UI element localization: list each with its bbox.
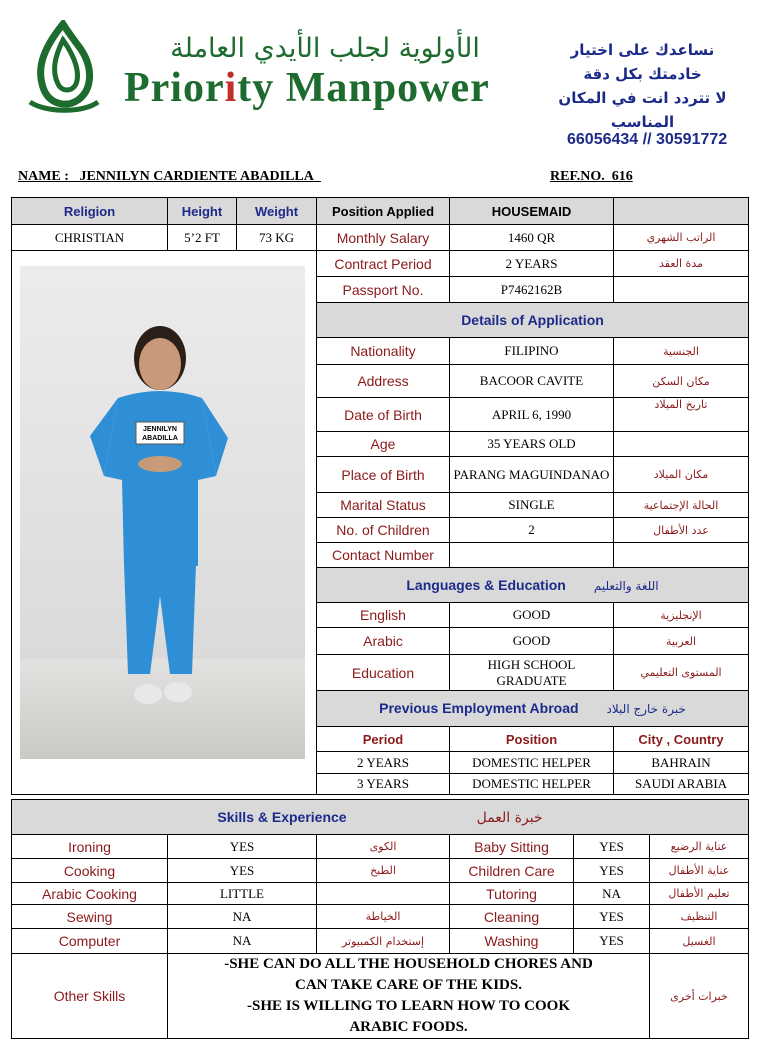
arabic-arabic: العربية [614,628,749,655]
employment-period-1: 2 YEARS [317,752,450,774]
skill-washing-value: YES [574,929,650,954]
languages-title-row [317,568,749,603]
age-label: Age [317,432,450,457]
nationality-arabic: الجنسية [614,338,749,365]
employment-period-2: 3 YEARS [317,774,450,795]
skill-tutoring-label: Tutoring [450,883,574,905]
skill-computer-label: Computer [12,929,168,954]
height-value: 5’2 FT [168,225,237,251]
address-label: Address [317,365,450,398]
skill-washing-arabic: الغسيل [650,929,749,954]
weight-value: 73 KG [237,225,317,251]
photo-cell [12,251,317,795]
nationality-label: Nationality [317,338,450,365]
employment-country-1: BAHRAIN [614,752,749,774]
arabic-label: Arabic [317,628,450,655]
dob-arabic: تاريخ الميلاد [614,398,749,432]
skill-childcare-label: Children Care [450,859,574,883]
other-skills-arabic: خبرات أخرى [650,954,749,1039]
height-header: Height [168,198,237,225]
applicant-name: NAME : JENNILYN CARDIENTE ABADILLA [18,169,314,184]
application-table [11,197,749,795]
children-value: 2 [450,518,614,543]
education-label: Education [317,655,450,691]
skills-title: Skills & Experience [217,808,347,825]
period-header: Period [317,727,450,752]
brand-arabic-name: الأولوية لجلب الأيدي العاملة [170,33,480,64]
religion-header: Religion [12,198,168,225]
skill-washing-label: Washing [450,929,574,954]
skill-childcare-value: YES [574,859,650,883]
employment-position-2: DOMESTIC HELPER [450,774,614,795]
passport-label: Passport No. [317,277,450,303]
details-title: Details of Application [317,303,749,338]
nationality-value: FILIPINO [450,338,614,365]
birthplace-label: Place of Birth [317,457,450,493]
religion-value: CHRISTIAN [12,225,168,251]
skill-ironing-value: YES [168,835,317,859]
dob-label: Date of Birth [317,398,450,432]
children-label: No. of Children [317,518,450,543]
employment-title: Previous Employment Abroad [379,700,579,716]
skill-cleaning-arabic: التنظيف [650,905,749,929]
birthplace-arabic: مكان الميلاد [614,457,749,493]
skills-title-arabic: خبرة العمل [476,809,543,826]
marital-arabic: الحالة الإجتماعية [614,493,749,518]
applicant-photo [20,266,305,759]
skill-tutoring-value: NA [574,883,650,905]
contract-arabic: مدة العقد [614,251,749,277]
skill-babysitting-value: YES [574,835,650,859]
passport-arabic [614,277,749,303]
salary-value: 1460 QR [450,225,614,251]
weight-header: Weight [237,198,317,225]
skill-tutoring-arabic: تعليم الأطفال [650,883,749,905]
contract-value: 2 YEARS [450,251,614,277]
skills-table [11,799,749,1039]
position-header: Position [450,727,614,752]
address-value: BACOOR CAVITE [450,365,614,398]
person-figure-icon [20,266,305,759]
position-applied-value: HOUSEMAID [450,198,614,225]
education-value: HIGH SCHOOL GRADUATE [450,655,614,691]
skills-title-row [12,800,749,835]
passport-value: P7462162B [450,277,614,303]
skill-computer-value: NA [168,929,317,954]
salary-arabic: الراتب الشهري [614,225,749,251]
skill-cooking-label: Cooking [12,859,168,883]
skill-cooking-value: YES [168,859,317,883]
skill-cleaning-value: YES [574,905,650,929]
employment-title-arabic: خبرة خارج البلاد [606,702,686,716]
contact-label: Contact Number [317,543,450,568]
brand-english-name: Priority Manpower [124,65,490,111]
badge-line2: ABADILLA [142,435,178,442]
languages-title-arabic: اللغة والتعليم [593,578,659,593]
contract-label: Contract Period [317,251,450,277]
reference-number: REF.NO. 616 [550,169,633,184]
badge-line1: JENNILYN [143,426,177,433]
salary-label: Monthly Salary [317,225,450,251]
skill-babysitting-arabic: عناية الرضيع [650,835,749,859]
skill-babysitting-label: Baby Sitting [450,835,574,859]
priority-logo-icon [22,20,104,116]
birthplace-value: PARANG MAGUINDANAO [450,457,614,493]
skill-computer-arabic: إستخدام الكمبيوتر [317,929,450,954]
english-arabic: الإنجليزية [614,603,749,628]
skill-cooking-arabic: الطبخ [317,859,450,883]
dob-value: APRIL 6, 1990 [450,398,614,432]
skill-cleaning-label: Cleaning [450,905,574,929]
skill-ironing-label: Ironing [12,835,168,859]
other-skills-label: Other Skills [12,954,168,1039]
position-applied-label: Position Applied [317,198,450,225]
contact-arabic [614,543,749,568]
english-label: English [317,603,450,628]
skill-arabic-cooking-value: LITTLE [168,883,317,905]
marital-value: SINGLE [450,493,614,518]
skill-sewing-arabic: الخياطة [317,905,450,929]
children-arabic: عدد الأطفال [614,518,749,543]
employment-position-1: DOMESTIC HELPER [450,752,614,774]
country-header: City , Country [614,727,749,752]
skill-arabic-cooking-label: Arabic Cooking [12,883,168,905]
skill-sewing-value: NA [168,905,317,929]
slogan: نساعدك على اختيار خادمتك بكل دقة لا تتردد انت في المكان المناسب [558,41,727,131]
phone-numbers: 66056434 // 30591772 [567,131,728,148]
employment-country-2: SAUDI ARABIA [614,774,749,795]
address-arabic: مكان السكن [614,365,749,398]
other-skills-text: -SHE CAN DO ALL THE HOUSEHOLD CHORES AND CAN TAKE CARE OF THE KIDS. -SHE IS WILLING TO LEARN HOW TO COOK ARABIC FOODS. [168,954,650,1039]
skill-sewing-label: Sewing [12,905,168,929]
marital-label: Marital Status [317,493,450,518]
skill-childcare-arabic: عناية الأطفال [650,859,749,883]
skill-ironing-arabic: الكوى [317,835,450,859]
education-arabic: المستوى التعليمي [614,655,749,691]
english-value: GOOD [450,603,614,628]
skill-arabic-cooking-arabic [317,883,450,905]
age-arabic [614,432,749,457]
languages-title: Languages & Education [406,576,566,593]
age-value: 35 YEARS OLD [450,432,614,457]
arabic-value: GOOD [450,628,614,655]
contact-value [450,543,614,568]
employment-title-row [317,691,749,727]
